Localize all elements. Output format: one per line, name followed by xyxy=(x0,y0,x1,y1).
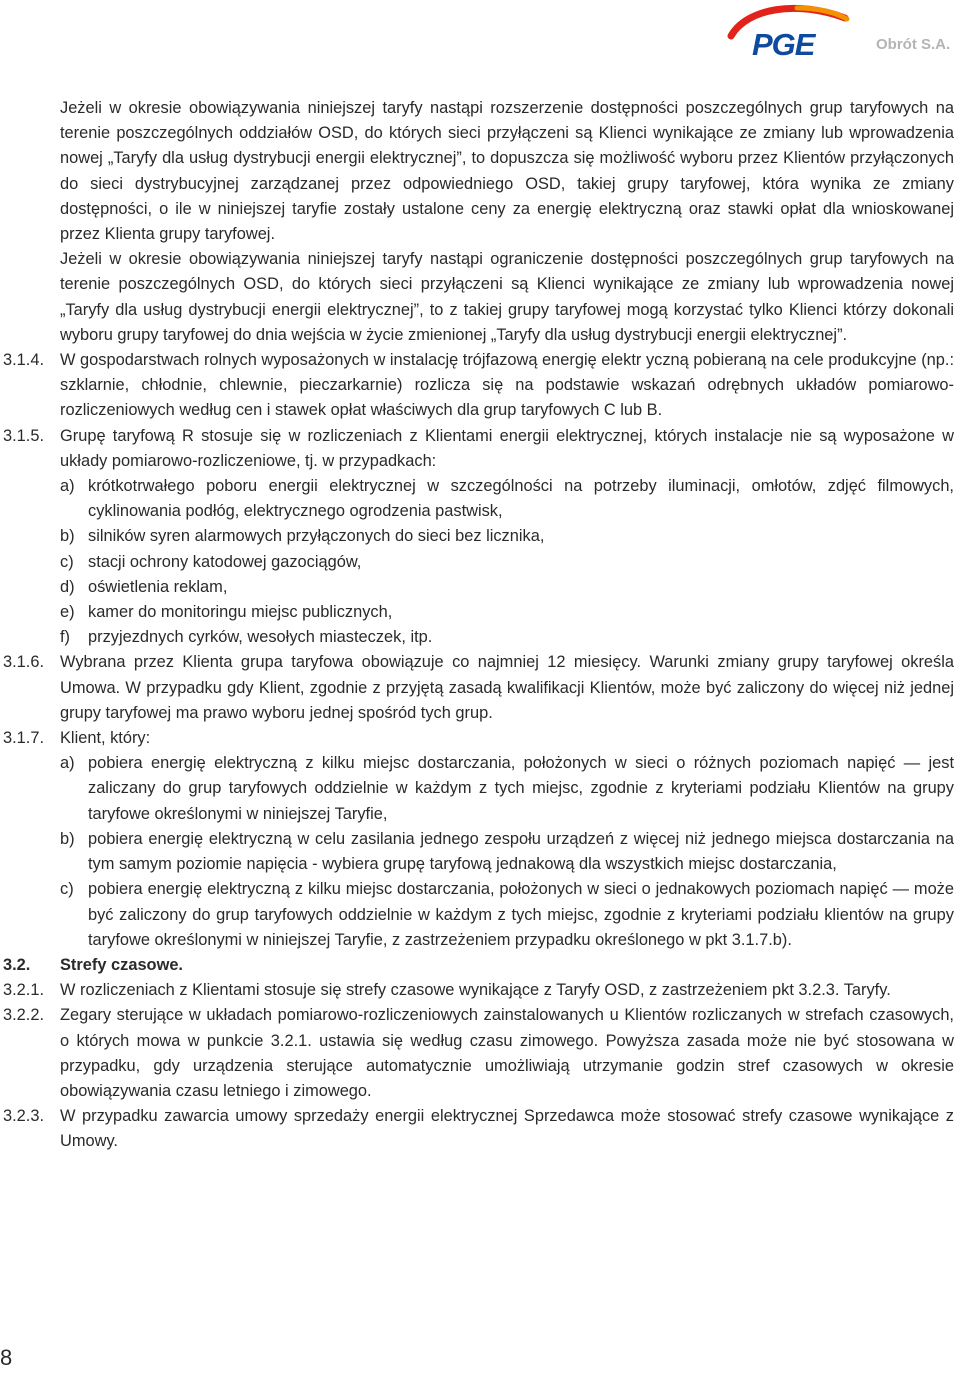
section-number: 3.2.1. xyxy=(3,981,45,1000)
list-item xyxy=(0,827,954,877)
document-body xyxy=(0,96,960,1155)
section-text: W rozliczeniach z Klientami stosuje się strefy czasowe wynikające z Taryfy OSD, z zastrzeżeniem pkt 3.2.3. Taryfy. xyxy=(60,981,891,1000)
section-3-2-2 xyxy=(0,1003,954,1104)
section-3-1-7 xyxy=(0,726,954,751)
list-text: stacji ochrony katodowej gazociągów, xyxy=(88,552,362,571)
section-3-2-heading xyxy=(0,953,954,978)
list-item xyxy=(0,877,954,953)
section-text: W przypadku zawarcia umowy sprzedaży energii elektrycznej Sprzedawca może stosować strefy czasowe wynikające z Umowy. xyxy=(60,1107,954,1151)
section-number: 3.1.7. xyxy=(3,729,45,748)
list-letter: d) xyxy=(60,577,75,596)
list-letter: b) xyxy=(60,829,75,848)
section-number: 3.1.4. xyxy=(3,351,45,370)
section-text: Klient, który: xyxy=(60,729,151,748)
list-letter: c) xyxy=(60,552,74,571)
list-text: pobiera energię elektryczną z kilku miejsc dostarczania, położonych w sieci o jednakowych poziomach napięć — może być zaliczony do grup taryfowych oddzielnie w każdym z tych miejsc, zgodnie z kryteriami podziału klientów na grupy taryfowe określonymi w niniejszej Taryfie, z zastrzeżeniem przypadku określonego w pkt 3.1.7.b). xyxy=(88,880,954,949)
page-number: 8 xyxy=(0,1345,13,1370)
list-item xyxy=(0,524,954,549)
list-item xyxy=(0,751,954,827)
list-item xyxy=(0,600,954,625)
list-letter: a) xyxy=(60,754,75,773)
list-item xyxy=(0,625,954,650)
section-text: Zegary sterujące w układach pomiarowo-rozliczeniowych zainstalowanych u Klientów rozliczanych w strefach czasowych, o których mowa w punkcie 3.2.1. ustawia się według czasu zimowego. Powyższa zasada może nie być stosowana w przypadku, gdy urządzenia sterujące automatycznie umożliwiają utrzymanie godzin stref czasowych w okresie obowiązywania czasu letniego i zimowego. xyxy=(60,1006,954,1100)
section-3-2-1 xyxy=(0,978,954,1003)
list-text: silników syren alarmowych przyłączonych do sieci bez licznika, xyxy=(88,527,545,546)
list-letter: c) xyxy=(60,880,74,899)
section-number: 3.2.3. xyxy=(3,1107,45,1126)
list-letter: f) xyxy=(60,628,71,647)
company-name: Obrót S.A. xyxy=(876,36,951,53)
list-item xyxy=(0,575,954,600)
list-text: pobiera energię elektryczną w celu zasilania jednego zespołu urządzeń z więcej niż jednego miejsca dostarczania na tym samym poziomie napięcia - wybiera grupę taryfową jednakową dla wszystkich miejsc dostarczania, xyxy=(88,829,954,874)
section-title: Strefy czasowe. xyxy=(60,955,183,974)
list-letter: a) xyxy=(60,477,75,496)
list-text: kamer do monitoringu miejsc publicznych, xyxy=(88,603,393,622)
list-letter: e) xyxy=(60,603,75,622)
section-number: 3.2.2. xyxy=(3,1006,45,1025)
paragraph-restriction: Jeżeli w okresie obowiązywania niniejszej taryfy nastąpi ograniczenie dostępności poszczególnych grup taryfowych na terenie poszczególnych OSD, do których sieci przyłączeni są Klienci wynikające ze zmiany lub wprowadzenia nowej „Taryfy dla usług dystrybucji energii elektrycznej”, to z takiej grupy taryfowej mogą korzystać tylko Klienci którzy dokonali wyboru grupy taryfowej do dnia wejścia w życie zmienionej „Taryfy dla usług dystrybucji energii elektrycznej”. xyxy=(60,250,954,344)
section-number: 3.1.6. xyxy=(3,653,45,672)
list-item xyxy=(0,550,954,575)
section-3-1-4 xyxy=(0,348,954,424)
section-number: 3.2. xyxy=(3,955,31,974)
list-text: przyjezdnych cyrków, wesołych miasteczek, itp. xyxy=(88,628,433,647)
list-item xyxy=(0,474,954,524)
paragraph-extension: Jeżeli w okresie obowiązywania niniejszej taryfy nastąpi rozszerzenie dostępności poszczególnych grup taryfowych na terenie poszczególnych oddziałów OSD, do których sieci przyłączeni są Klienci wynikające ze zmiany lub wprowadzenia nowej „Taryfy dla usług dystrybucji energii elektrycznej”, to dopuszcza się możliwość wyboru przez Klientów przyłączonych do sieci dystrybucyjnej zarządzanej przez odpowiedniego OSD, takiej grupy taryfowej, która wynika ze zmiany dostępności, o ile w niniejszej taryfie zostały ustalone ceny za energię elektryczną oraz stawki opłat dla wnioskowanej przez Klienta grupy taryfowej. xyxy=(60,99,954,244)
section-text: W gospodarstwach rolnych wyposażonych w instalację trójfazową energię elektr yczną pobieraną na cele produkcyjne (np.: szklarnie, chłodnie, chlewnie, pieczarkarnie) rozlicza się na podstawie wskazań odrębnych układów pomiarowo-rozliczeniowych według cen i stawek opłat właściwych dla grup taryfowych C lub B. xyxy=(60,351,954,420)
list-text: krótkotrwałego poboru energii elektrycznej w szczególności na potrzeby iluminacji, omłotów, zdjęć filmowych, cyklinowania podłóg, elektrycznego ogrodzenia pastwisk, xyxy=(88,477,954,521)
section-number: 3.1.5. xyxy=(3,426,45,445)
list-text: pobiera energię elektryczną z kilku miejsc dostarczania, położonych w sieci o różnych poziomach napięć — jest zaliczany do grup taryfowych oddzielnie w każdym z tych miejsc, zgodnie z kryteriami podziału Klientów na grupy taryfowe określonymi w niniejszej Taryfie, xyxy=(88,754,954,823)
section-3-1-6 xyxy=(0,650,954,726)
section-3-2-3 xyxy=(0,1104,954,1154)
section-3-1-5 xyxy=(0,424,954,474)
list-letter: b) xyxy=(60,527,75,546)
section-text: Grupę taryfową R stosuje się w rozliczeniach z Klientami energii elektrycznej, których instalacje nie są wyposażone w układy pomiarowo-rozliczeniowe, tj. w przypadkach: xyxy=(60,426,954,470)
pge-logo: PGE xyxy=(752,27,815,62)
list-text: oświetlenia reklam, xyxy=(88,577,228,596)
section-text: Wybrana przez Klienta grupa taryfowa obowiązuje co najmniej 12 miesięcy. Warunki zmiany grupy taryfowej określa Umowa. W przypadku gdy Klient, zgodnie z przyjętą zasadą kwalifikacji Klientów, może być zaliczony do więcej niż jednej grupy taryfowej ma prawo wyboru jednej spośród tych grup. xyxy=(60,653,954,722)
